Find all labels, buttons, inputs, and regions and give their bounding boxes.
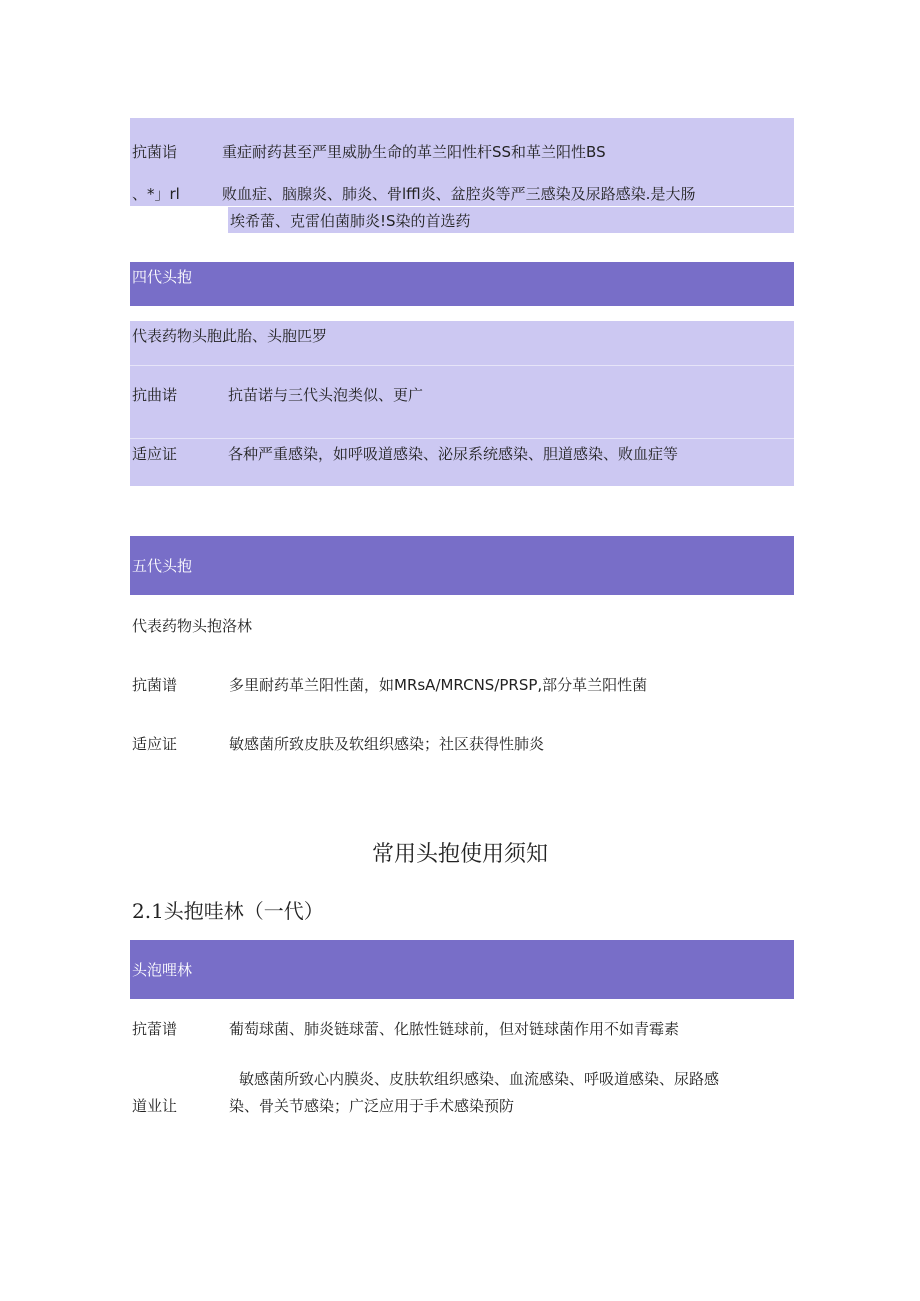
row-divider bbox=[130, 365, 794, 366]
cefazolin-spectrum-text: 葡萄球菌、肺炎链球蕾、化脓性链球前，但对链球菌作用不如青霉素 bbox=[229, 1020, 680, 1038]
gen5-header-text: 五代头抱 bbox=[132, 557, 193, 575]
gen5-spectrum-text: 多里耐药革兰阳性菌，如MRsA/MRCNS/PRSP,部分革兰阳性菌 bbox=[229, 676, 648, 694]
row-divider bbox=[130, 438, 794, 439]
cefazolin-indication-label: 道业让 bbox=[132, 1097, 178, 1115]
gen3-indication-text: 败血症、脑腺炎、肺炎、骨lffl炎、盆腔炎等严三感染及尿路感染.是大肠 bbox=[222, 185, 696, 203]
gen5-spectrum-label: 抗菌谱 bbox=[132, 676, 178, 694]
section-title: 常用头抱使用须知 bbox=[371, 842, 548, 867]
gen3-indication-label: 、*」rl bbox=[132, 185, 180, 203]
gen4-indication-text: 各种严重感染，如呼吸道感染、泌尿系统感染、胆道感染、败血症等 bbox=[228, 445, 679, 463]
gen4-header bbox=[130, 262, 794, 306]
gen4-spectrum-label: 抗曲诺 bbox=[132, 386, 178, 404]
gen5-header bbox=[130, 536, 794, 595]
gen3-table-cont bbox=[228, 207, 794, 233]
gen4-indication-label: 适应证 bbox=[132, 445, 178, 463]
cefazolin-indication-text-line2: 染、骨关节感染；广泛应用于手术感染预防 bbox=[229, 1097, 515, 1115]
gen3-indication-text-cont: 埃希蕾、克雷伯菌肺炎!S染的首选药 bbox=[230, 212, 471, 230]
cefazolin-spectrum-label: 抗蕾谱 bbox=[132, 1020, 178, 1038]
gen5-indication-text: 敏感菌所致皮肤及软组织感染；社区获得性肺炎 bbox=[229, 735, 545, 753]
gen3-spectrum-text: 重症耐药甚至严里威胁生命的革兰阳性杆SS和革兰阳性BS bbox=[222, 143, 606, 161]
gen3-table bbox=[130, 118, 794, 206]
cefazolin-header bbox=[130, 940, 794, 999]
gen4-table bbox=[130, 321, 794, 486]
gen4-rep-drugs: 代表药物头胞此胎、头胞匹罗 bbox=[132, 327, 328, 345]
gen5-indication-label: 适应证 bbox=[132, 735, 178, 753]
cefazolin-header-text: 头泡哩林 bbox=[132, 961, 193, 979]
cefazolin-indication-text-line1: 敏感菌所致心内膜炎、皮肤软组织感染、血流感染、呼吸道感染、尿路感 bbox=[239, 1070, 720, 1088]
gen5-rep-drugs: 代表药物头抱洛林 bbox=[132, 617, 253, 635]
gen3-spectrum-label: 抗菌诣 bbox=[132, 143, 178, 161]
gen4-header-text: 四代头抱 bbox=[132, 268, 193, 286]
subsection-title: 2.1头抱哇林（一代） bbox=[132, 899, 324, 923]
gen4-spectrum-text: 抗苗诺与三代头泡类似、更广 bbox=[228, 386, 424, 404]
